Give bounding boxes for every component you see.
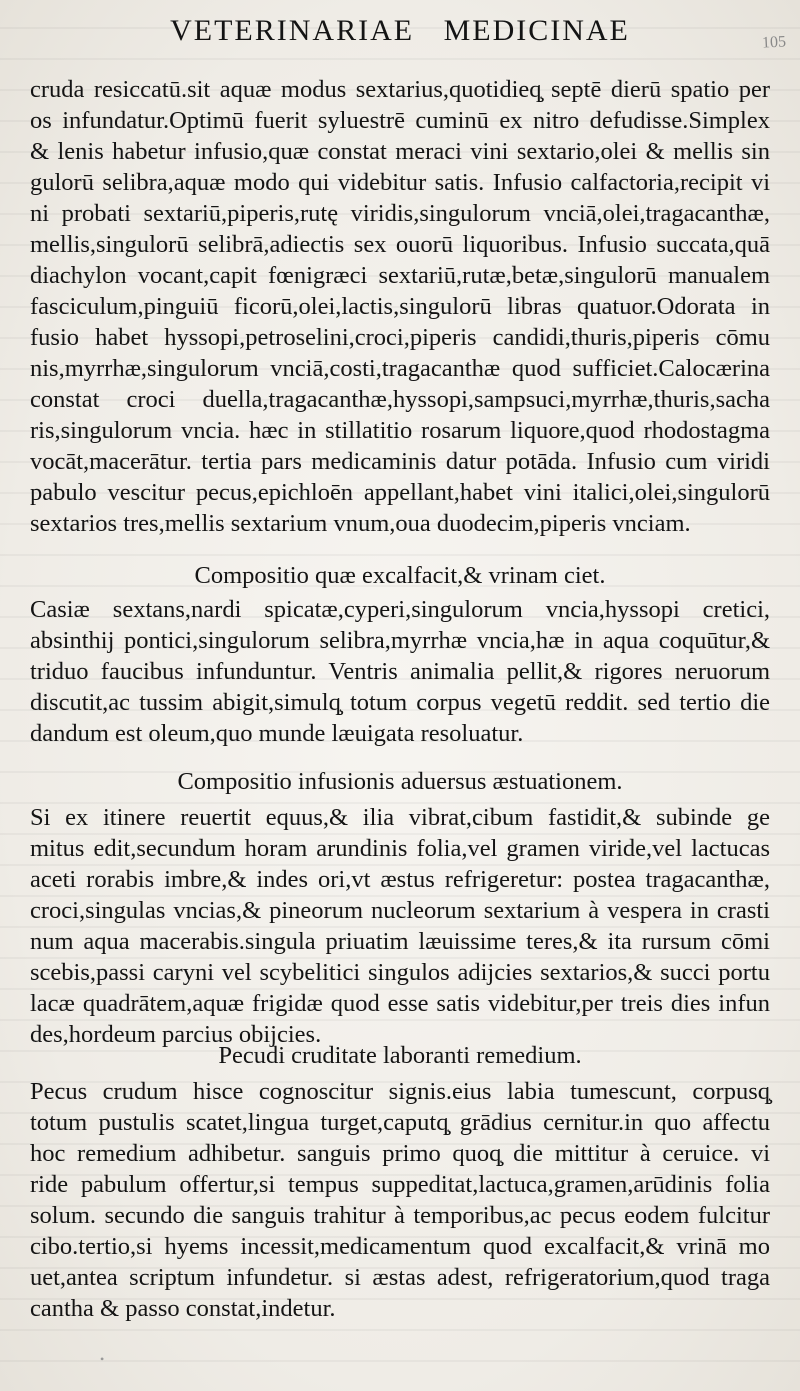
text-line: pabulo vescitur pecus,epichloēn appellant,habet vini italici,olei,singulorū xyxy=(30,479,770,506)
text-line: Casiæ sextans,nardi spicatæ,cyperi,singulorum vncia,hyssopi cretici, xyxy=(30,596,770,623)
text-line: mellis,singulorū selibrā,adiectis sex ouorū liquoribus. Infusio succata,quā xyxy=(30,231,770,258)
text-line: nis,myrrhæ,singulorum vnciā,costi,tragacanthæ quod sufficiet.Calocærina xyxy=(30,355,770,382)
text-line: discutit,ac tussim abigit,simulq̧ totum corpus vegetū reddit. sed tertio die xyxy=(30,689,770,716)
folio-number: 105 xyxy=(761,33,787,52)
text-line: hoc remedium adhibetur. sanguis primo quoq̧ die mittitur à ceruice. vi xyxy=(30,1140,770,1167)
text-line: os infundatur.Optimū fuerit syluestrē cuminū ex nitro defudisse.Simplex xyxy=(30,107,770,134)
text-line: lacæ quadrātem,aquæ frigidæ quod esse satis videbitur,per treis dies infun xyxy=(30,990,770,1017)
text-line: num aqua macerabis.singula priuatim læuissime teres,& ita rursum cōmi xyxy=(30,928,770,955)
text-line: dandum est oleum,quo munde læuigata resoluatur. xyxy=(30,720,524,747)
text-line: cantha & passo constat,indetur. xyxy=(30,1295,336,1322)
text-line: ride pabulum offertur,si tempus suppeditat,lactuca,gramen,arūdinis folia xyxy=(30,1171,770,1198)
text-line: ni probati sextariū,piperis,rutę viridis,singulorum vnciā,olei,tragacanthæ, xyxy=(30,200,770,227)
text-line: fusio habet hyssopi,petroselini,croci,piperis candidi,thuris,piperis cōmu xyxy=(30,324,770,351)
text-line: triduo faucibus infunduntur. Ventris animalia pellit,& rigores neruorum xyxy=(30,658,770,685)
text-line: gulorū selibra,aquæ modo qui videbitur satis. Infusio calfactoria,recipit vi xyxy=(30,169,770,196)
text-line: mitus edit,secundum horam arundinis folia,vel gramen viride,vel lactucas xyxy=(30,835,770,862)
paragraph-infusions xyxy=(30,74,770,539)
text-line: Pecus crudum hisce cognoscitur signis.eius labia tumescunt, corpusq̧ xyxy=(30,1078,770,1105)
paragraph-pecus xyxy=(30,1076,770,1324)
running-title: VETERINARIAE MEDICINAE xyxy=(170,14,630,47)
text-line: totum pustulis scatet,lingua turget,caputq̧ grādius cernitur.in quo affectu xyxy=(30,1109,770,1136)
text-line: des,hordeum parcius obijcies. xyxy=(30,1021,322,1048)
text-line: cruda resiccatū.sit aquæ modus sextarius,quotidieq̧ septē dierū spatio per xyxy=(30,76,770,103)
text-line: sextarios tres,mellis sextarium vnum,oua duodecim,piperis vnciam. xyxy=(30,510,691,537)
text-line: cibo.tertio,si hyems incessit,medicamentum quod excalfacit,& vrinā mo xyxy=(30,1233,770,1260)
text-line: & lenis habetur infusio,quæ constat meraci vini sextario,olei & mellis sin xyxy=(30,138,770,165)
text-line: scebis,passi caryni vel scybelitici singulos adijcies sextarios,& succi portu xyxy=(30,959,770,986)
text-line: aceti rorabis imbre,& indes ori,vt æstus refrigeretur: postea tragacanthæ, xyxy=(30,866,770,893)
text-line: uet,antea scriptum infundetur. si æstas adest, refrigeratorium,quod traga xyxy=(30,1264,770,1291)
section-heading-excalfacit: Compositio quæ excalfacit,& vrinam ciet. xyxy=(194,562,606,589)
paragraph-equus xyxy=(30,802,770,1050)
paragraph-casia xyxy=(30,594,770,749)
text-line: constat croci duella,tragacanthæ,hyssopi,sampsuci,myrrhæ,thuris,sacha xyxy=(30,386,770,413)
text-line: Si ex itinere reuertit equus,& ilia vibrat,cibum fastidit,& subinde ge xyxy=(30,804,770,831)
section-heading-cruditas: Pecudi cruditate laboranti remedium. xyxy=(218,1042,582,1069)
ornament-dot: • xyxy=(100,1352,105,1366)
text-line: absinthij pontici,singulorum selibra,myrrhæ vncia,hæ in aqua coquūtur,& xyxy=(30,627,770,654)
section-heading-aestuatio: Compositio infusionis aduersus æstuationem. xyxy=(177,768,623,795)
text-line: ris,singulorum vncia. hæc in stillatitio rosarum liquore,quod rhodostagma xyxy=(30,417,770,444)
text-line: diachylon vocant,capit fœnigræci sextariū,rutæ,betæ,singulorū manualem xyxy=(30,262,770,289)
text-line: croci,singulas vncias,& pineorum nucleorum sextarium à vespera in crasti xyxy=(30,897,770,924)
text-line: fasciculum,pinguiū ficorū,olei,lactis,singulorū libras quatuor.Odorata in xyxy=(30,293,770,320)
text-line: solum. secundo die sanguis trahitur à temporibus,ac pecus eodem fulcitur xyxy=(30,1202,770,1229)
text-line: vocāt,macerātur. tertia pars medicaminis datur potāda. Infusio cum viridi xyxy=(30,448,770,475)
